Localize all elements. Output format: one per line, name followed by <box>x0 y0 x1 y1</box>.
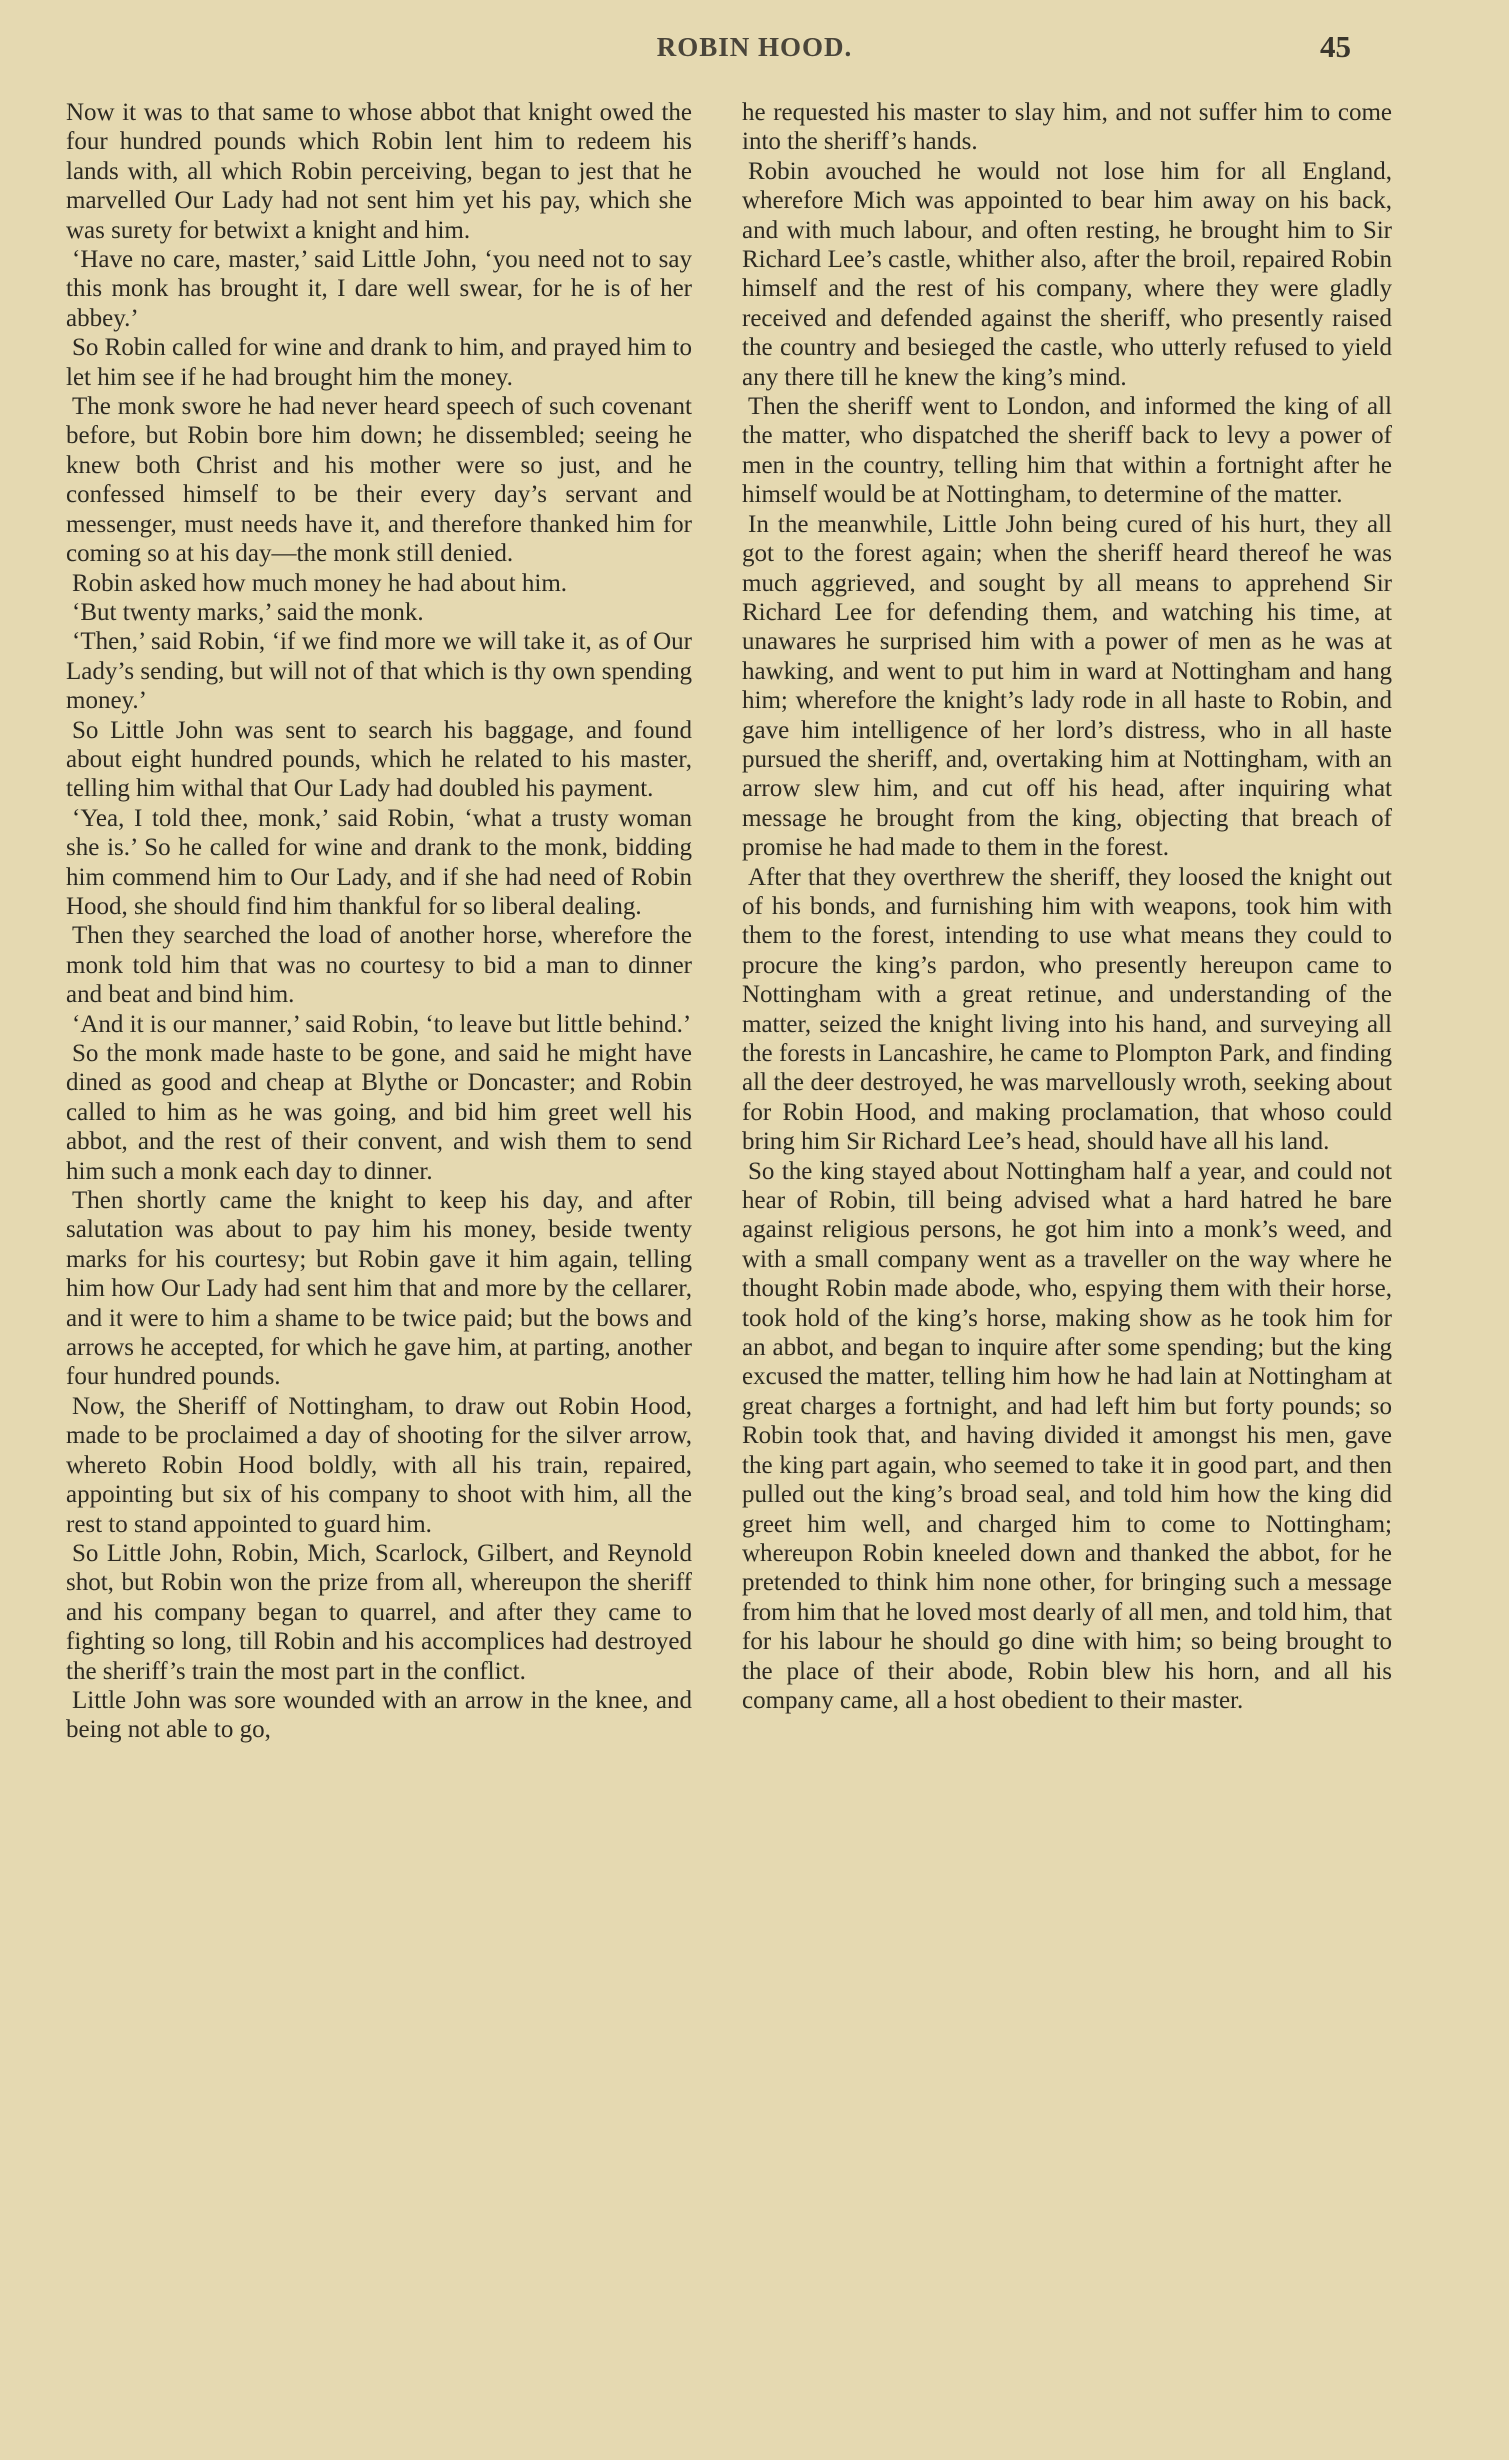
paragraph: Now it was to that same to whose abbot that knight owed the four hundred pounds which Robin lent him to redeem his lands with, all which Robin perceiving, began to jest that he marvelled Our Lady had not sent him yet his pay, which she was surety for betwixt a knight and him. <box>66 99 692 244</box>
paragraph: Then the sheriff went to London, and informed the king of all the matter, who dispatched the sheriff back to levy a power of men in the country, telling him that within a fortnight after he himself would be at Nottingham, to determine of the matter. <box>742 393 1392 509</box>
paragraph: he requested his master to slay him, and not suffer him to come into the sheriff’s hands. <box>742 99 1392 156</box>
paragraph: ‘But twenty marks,’ said the monk. <box>72 598 424 626</box>
paragraph: ‘Have no care, master,’ said Little John, ‘you need not to say this monk has brought it, I dare well swear, for he is of her abbey.’ <box>66 246 692 332</box>
paragraph: So Robin called for wine and drank to him, and prayed him to let him see if he had brought him the money. <box>66 334 692 391</box>
paragraph: ‘Then,’ said Robin, ‘if we find more we will take it, as of Our Lady’s sending, but will not of that which is thy own spending money.’ <box>66 628 692 715</box>
paragraph: Little John was sore wounded with an arrow in the knee, and being not able to go, <box>66 1686 692 1744</box>
paragraph: ‘And it is our manner,’ said Robin, ‘to leave but little behind.’ <box>72 1010 692 1038</box>
page-header <box>0 22 1509 72</box>
running-title: ROBIN HOOD. <box>656 31 853 62</box>
paragraph: Then they searched the load of another horse, wherefore the monk told him that was no courtesy to bid a man to dinner and beat and bind him. <box>66 922 692 1009</box>
paragraph: So Little John was sent to search his baggage, and found about eight hundred pounds, which he related to his master, telling him withal that Our Lady had doubled his payment. <box>66 716 692 803</box>
paragraph: The monk swore he had never heard speech of such covenant before, but Robin bore him down; he dissembled; seeing he knew both Christ and his mother were so just, and he confessed himself to be their every day’s servant and messenger, must needs have it, and therefore thanked him for coming so at his day—the monk still denied. <box>66 393 692 568</box>
paragraph: Robin asked how much money he had about him. <box>72 569 568 597</box>
paragraph: Now, the Sheriff of Nottingham, to draw out Robin Hood, made to be proclaimed a day of shooting for the silver arrow, whereto Robin Hood boldly, with all his train, repaired, appointing but six of his company to shoot with him, all the rest to stand appointed to guard him. <box>66 1392 692 1538</box>
paragraph: Then shortly came the knight to keep his day, and after salutation was about to pay him his money, beside twenty marks for his courtesy; but Robin gave it him again, telling him how Our Lady had sent him that and more by the cellarer, and it were to him a shame to be twice paid; but the bows and arrows he accepted, for which he gave him, at parting, another four hundred pounds. <box>66 1187 692 1391</box>
paragraph: Robin avouched he would not lose him for all England, wherefore Mich was appointed to bear him away on his back, and with much labour, and often resting, he brought him to Sir Richard Lee’s castle, whither also, after the broil, repaired Robin himself and the rest of his company, where they were gladly received and defended against the sheriff, who presently raised the country and besieged the castle, who utterly refused to yield any there till he knew the king’s mind. <box>742 157 1392 391</box>
paragraph: ‘Yea, I told thee, monk,’ said Robin, ‘what a trusty woman she is.’ So he called for wine and drank to the monk, bidding him commend him to Our Lady, and if she had need of Robin Hood, she should find him thankful for so liberal dealing. <box>66 804 692 920</box>
left-column <box>66 98 692 2378</box>
paragraph: So Little John, Robin, Mich, Scarlock, Gilbert, and Reynold shot, but Robin won the prize from all, whereupon the sheriff and his company began to quarrel, and after they came to fighting so long, till Robin and his accomplices had destroyed the sheriff’s train the most part in the conflict. <box>66 1539 692 1685</box>
paragraph: In the meanwhile, Little John being cured of his hurt, they all got to the forest again; when the sheriff heard thereof he was much aggrieved, and sought by all means to apprehend Sir Richard Lee for defending them, and watching his time, at unawares he surprised him with a power of men as he was at hawking, and went to put him in ward at Nottingham and hang him; wherefore the knight’s lady rode in all haste to Robin, and gave him intelligence of her lord’s distress, who in all haste pursued the sheriff, and, overtaking him at Nottingham, with an arrow slew him, and cut off his head, after inquiring what message he brought from the king, objecting that breach of promise he had made to them in the forest. <box>742 510 1392 862</box>
paragraph: So the king stayed about Nottingham half a year, and could not hear of Robin, till being advised what a hard hatred he bare against religious persons, he got him into a monk’s weed, and with a small company went as a traveller on the way where he thought Robin made abode, who, espying them with their horse, took hold of the king’s horse, making show as he took him for an abbot, and began to inquire after some spending; but the king excused the matter, telling him how he had lain at Nottingham at great charges a fortnight, and had left him but forty pounds; so Robin took that, and having divided it amongst his men, gave the king part again, who seemed to take it in good part, and then pulled out the king’s broad seal, and told him how the king did greet him well, and charged him to come to Nottingham; whereupon Robin kneeled down and thanked the abbot, for he pretended to think him none other, for bringing such a message from him that he loved most dearly of all men, and told him, that for his labour he should go dine with him; so being brought to the place of their abode, Robin blew his horn, and all his company came, all a host obedient to their master. <box>742 1157 1392 1714</box>
paragraph: So the monk made haste to be gone, and said he might have dined as good and cheap at Blythe or Doncaster; and Robin called to him as he was going, and bid him greet well his abbot, and the rest of their convent, and wish them to send him such a monk each day to dinner. <box>66 1040 692 1185</box>
paragraph: After that they overthrew the sheriff, they loosed the knight out of his bonds, and furnishing him with weapons, took him with them to the forest, intending to use what means they could to procure the king’s pardon, who presently hereupon came to Nottingham with a great retinue, and understanding of the matter, seized the knight living into his hand, and surveying all the forests in Lancashire, he came to Plompton Park, and finding all the deer destroyed, he was marvellously wroth, seeking about for Robin Hood, and making proclamation, that whoso could bring him Sir Richard Lee’s head, should have all his land. <box>742 863 1392 1156</box>
right-column <box>742 98 1392 2378</box>
page-number: 45 <box>1320 29 1351 64</box>
